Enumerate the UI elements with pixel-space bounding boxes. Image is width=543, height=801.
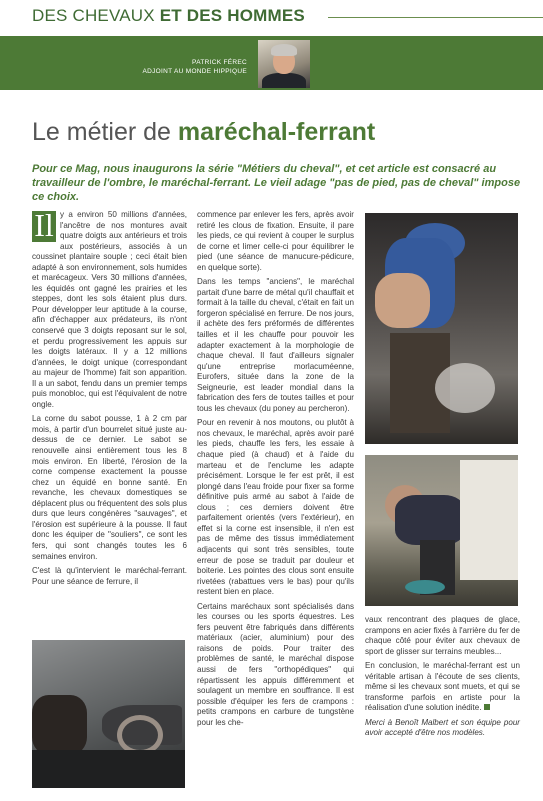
rubric-divider — [328, 17, 543, 18]
paragraph: Pour en revenir à nos moutons, ou plutôt à nos chevaux, le maréchal, après avoir paré les pieds, chauffe les fers, les essaie à chaque pied (à chaud) et à l'aide du marteau et de l'enclume les adapte précisément. Lorsque le fer est prêt, il est plongé dans l'eau froide pour fixer sa forme définitive puis armé au sabot à l'aide de clous ; ces derniers doivent être parfaitement orientés (vers l'extérieur), en effet si la corne est insensible, il n'en est pas de même des tissus immédiatement adjacents qui sont très sensibles, toute erreur de pose se traduit par douleur et boiterie. Les pointes des clous sont ensuite rivetées (rabattues vers le bas) pour qu'ils restent bien en place. — [197, 418, 354, 597]
farrier-shoeing-horse-photo — [365, 455, 518, 606]
section-header — [0, 0, 543, 36]
paragraph-text: y a environ 50 millions d'années, l'ancêtre de nos montures avait quatre doigts aux antérieurs et trois aux postérieurs, associés à un coussinet plantaire souple ; ceci était bien adapté à son environnement, sols humides et marécageux. Vers 30 millions d'années, les équidés ont gagné les prairies et les steppes, dont les sols étaient plus durs. Pour développer leur aptitude à la course, afin d'échapper aux prédateurs, ils n'ont conservé que 3 doigts reposant sur le sol, et perdu progressivement les appuis sur les doigts latéraux. Il y a 12 millions d'années, le doigt unique (correspondant au majeur de l'homme) fait son apparition. Il a un sabot, fendu dans un premier temps puis monobloc, qui est l'équivalent de notre ongle. — [32, 210, 187, 409]
paragraph — [365, 661, 520, 714]
author-role: ADJOINT AU MONDE HIPPIQUE — [142, 68, 247, 75]
paragraph — [32, 207, 187, 410]
dropcap: Il — [32, 211, 56, 242]
paragraph: Certains maréchaux sont spécialisés dans les courses ou les sports équestres. Les fers peuvent être fabriqués dans différents matériaux (acier, aluminium) pour des raisons de poids. Pour traiter des problèmes de santé, le maréchal dispose aussi de fers "orthopédiques" qui répartissent les appuis différemment et soulagent un membre en souffrance. Il est possible d'équiper les fers de crampons : petits crampons en carbure de tungstène pour les che- — [197, 601, 354, 727]
farrier-anvil-photo — [32, 640, 185, 788]
article-title — [32, 118, 375, 147]
author-name: PATRICK FÉREC — [192, 59, 247, 66]
farrier-forge-photo — [365, 213, 518, 444]
end-mark-icon — [484, 704, 490, 710]
rubric-plain: DES CHEVAUX — [32, 6, 160, 25]
paragraph: Dans les temps "anciens", le maréchal partait d'une barre de métal qu'il chauffait et formait à la taille du cheval, c'était en fait un forgeron spécialisé en ferrure. De nos jours, il achète des fers préformés de différentes tailles et il les chauffe pour pouvoir les adapter exactement à la morphologie de chaque cheval. Il faut d'ailleurs signaler qu'une entreprise morlacuméenne, Eurofers, située dans la zone de la Seigneurie, est leader mondial dans la fabrication des fers de toutes tailles et pour tous les chevaux (du poney au percheron). — [197, 277, 354, 413]
author-block — [142, 58, 247, 76]
paragraph: commence par enlever les fers, après avoir retiré les clous de fixation. Ensuite, il pare les pieds, ce qui revient à couper le surplus de corne et limer celle-ci pour équilibrer le pied (une séance de manucure-pédicure, en quelque sorte). — [197, 210, 354, 272]
title-bold: maréchal-ferrant — [177, 118, 376, 146]
rubric-bold: ET DES HOMMES — [159, 6, 305, 25]
article-column-2 — [197, 210, 354, 732]
title-plain: Le métier de — [32, 118, 178, 146]
paragraph-text: En conclusion, le maréchal-ferrant est un véritable artisan à l'écoute de ses clients, même si les chevaux sont muets, et qui se transforme parfois en artiste pour la réalisation d'une solution inédite. — [365, 661, 520, 713]
article-lead: Pour ce Mag, nous inaugurons la série "Métiers du cheval", et cet article est consacré au travailleur de l'ombre, le maréchal-ferrant. Le vieil adage "pas de pied, pas de cheval" impose ce choix. — [32, 163, 521, 203]
paragraph: vaux rencontrant des plaques de glace, crampons en acier fixés à l'arrière du fer de chaque côté pour éviter aux chevaux de sport de glisser sur terrains meubles... — [365, 615, 520, 656]
article-column-3 — [365, 615, 520, 743]
article-column-1 — [32, 207, 187, 591]
paragraph: C'est là qu'intervient le maréchal-ferrant. Pour une séance de ferrure, il — [32, 566, 187, 586]
section-rubric — [32, 6, 305, 26]
author-photo — [258, 40, 310, 88]
paragraph: La corne du sabot pousse, 1 à 2 cm par mois, à partir d'un bourrelet situé juste au-dessus de ce dernier. Le sabot se renouvelle ainsi entièrement tous les 8 mois environ. En liberté, l'érosion de la corne compense exactement la pousse chez un équidé en bonne santé. En revanche, les chevaux domestiques se déplacent plus ou fréquentent des sols plus durs que leurs congénères "sauvages", et l'érosion est supérieure à la pousse. Il faut donc les équiper de "souliers", ce sont les fers, qui sont changés toutes les 6 semaines environ. — [32, 414, 187, 561]
photo-credit: Merci à Benoît Malbert et son équipe pour avoir accepté d'être nos modèles. — [365, 717, 520, 738]
